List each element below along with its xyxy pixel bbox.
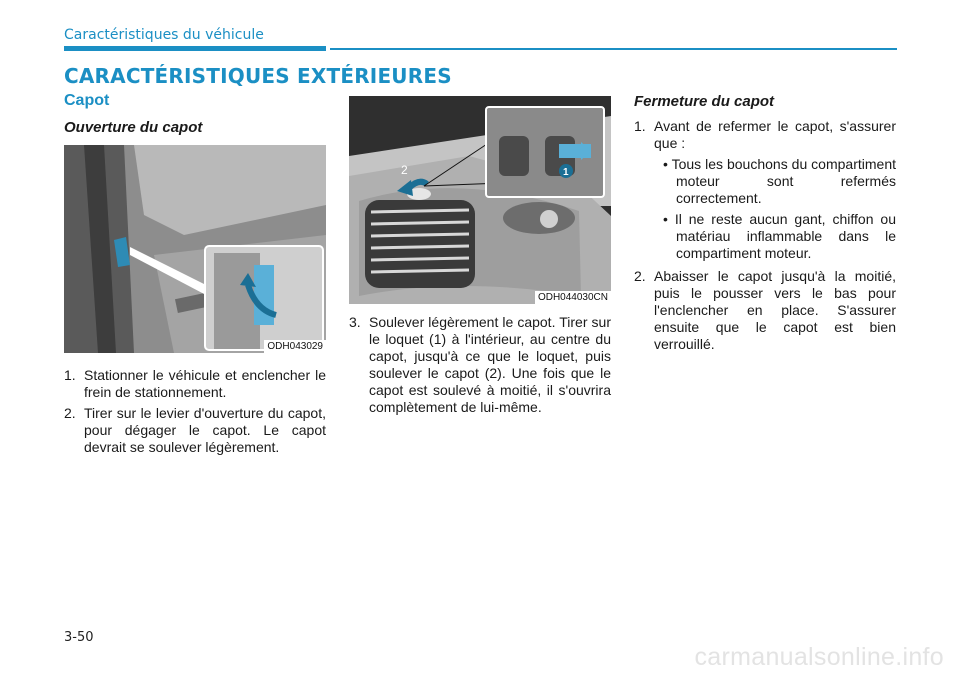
list-item [64,405,326,456]
column-latch [349,96,611,420]
list-item [64,367,326,401]
section-tab: Caractéristiques du véhicule [64,27,264,43]
section-heading-capot: Capot [64,92,110,109]
hood-lever-illustration [64,145,326,353]
watermark: carmanualsonline.info [694,643,944,671]
list-item: • Il ne reste aucun gant, chiffon ou matériau inflammable dans le compartiment moteur. [663,211,896,261]
list-item [634,268,896,353]
step-number: 1. [64,367,76,383]
callout-1: 1 [563,167,569,178]
step-number: 1. [634,118,646,134]
step-text: Abaisser le capot jusqu'à la moitié, puis le pousser vers le bas pour l'enclencher en place. S'assurer ensuite que le capot est bien verrouillé. [654,268,896,352]
step-text: Avant de refermer le capot, s'assurer que : [654,118,896,151]
figure-hood-latch [349,96,611,304]
subheading-opening: Ouverture du capot [64,119,203,136]
step-number: 3. [349,314,361,330]
callout-2: 2 [401,163,408,177]
latch-steps [349,314,611,416]
checklist [654,156,896,262]
hood-latch-illustration [349,96,611,304]
step-text: Tirer sur le levier d'ouverture du capot, pour dégager le capot. Le capot devrait se soulever légèrement. [84,405,326,455]
list-item [349,314,611,416]
section-rule-thick [64,46,326,51]
page-number: 3-50 [64,630,94,645]
figure-code: ODH043029 [264,340,326,353]
subheading-closing: Fermeture du capot [634,93,775,110]
list-item: • Tous les bouchons du compartiment moteur sont refermés correctement. [663,156,896,206]
figure-code: ODH044030CN [535,291,611,304]
step-number: 2. [634,268,646,284]
figure-hood-release-lever [64,145,326,353]
step-text: Soulever légèrement le capot. Tirer sur le loquet (1) à l'intérieur, au centre du capot, jusqu'à ce que le loquet, puis soulever le capot (2). Une fois que le capot est soulevé à moitié, il s'ouvrira complètement de lui-même. [369,314,611,415]
section-rule-thin [330,48,897,50]
step-number: 2. [64,405,76,421]
closing-steps [634,118,896,353]
column-closing [634,92,896,357]
column-opening [64,92,326,460]
page-title: CARACTÉRISTIQUES EXTÉRIEURES [64,64,452,88]
list-item [634,118,896,262]
opening-steps [64,367,326,456]
step-text: Stationner le véhicule et enclencher le frein de stationnement. [84,367,326,400]
